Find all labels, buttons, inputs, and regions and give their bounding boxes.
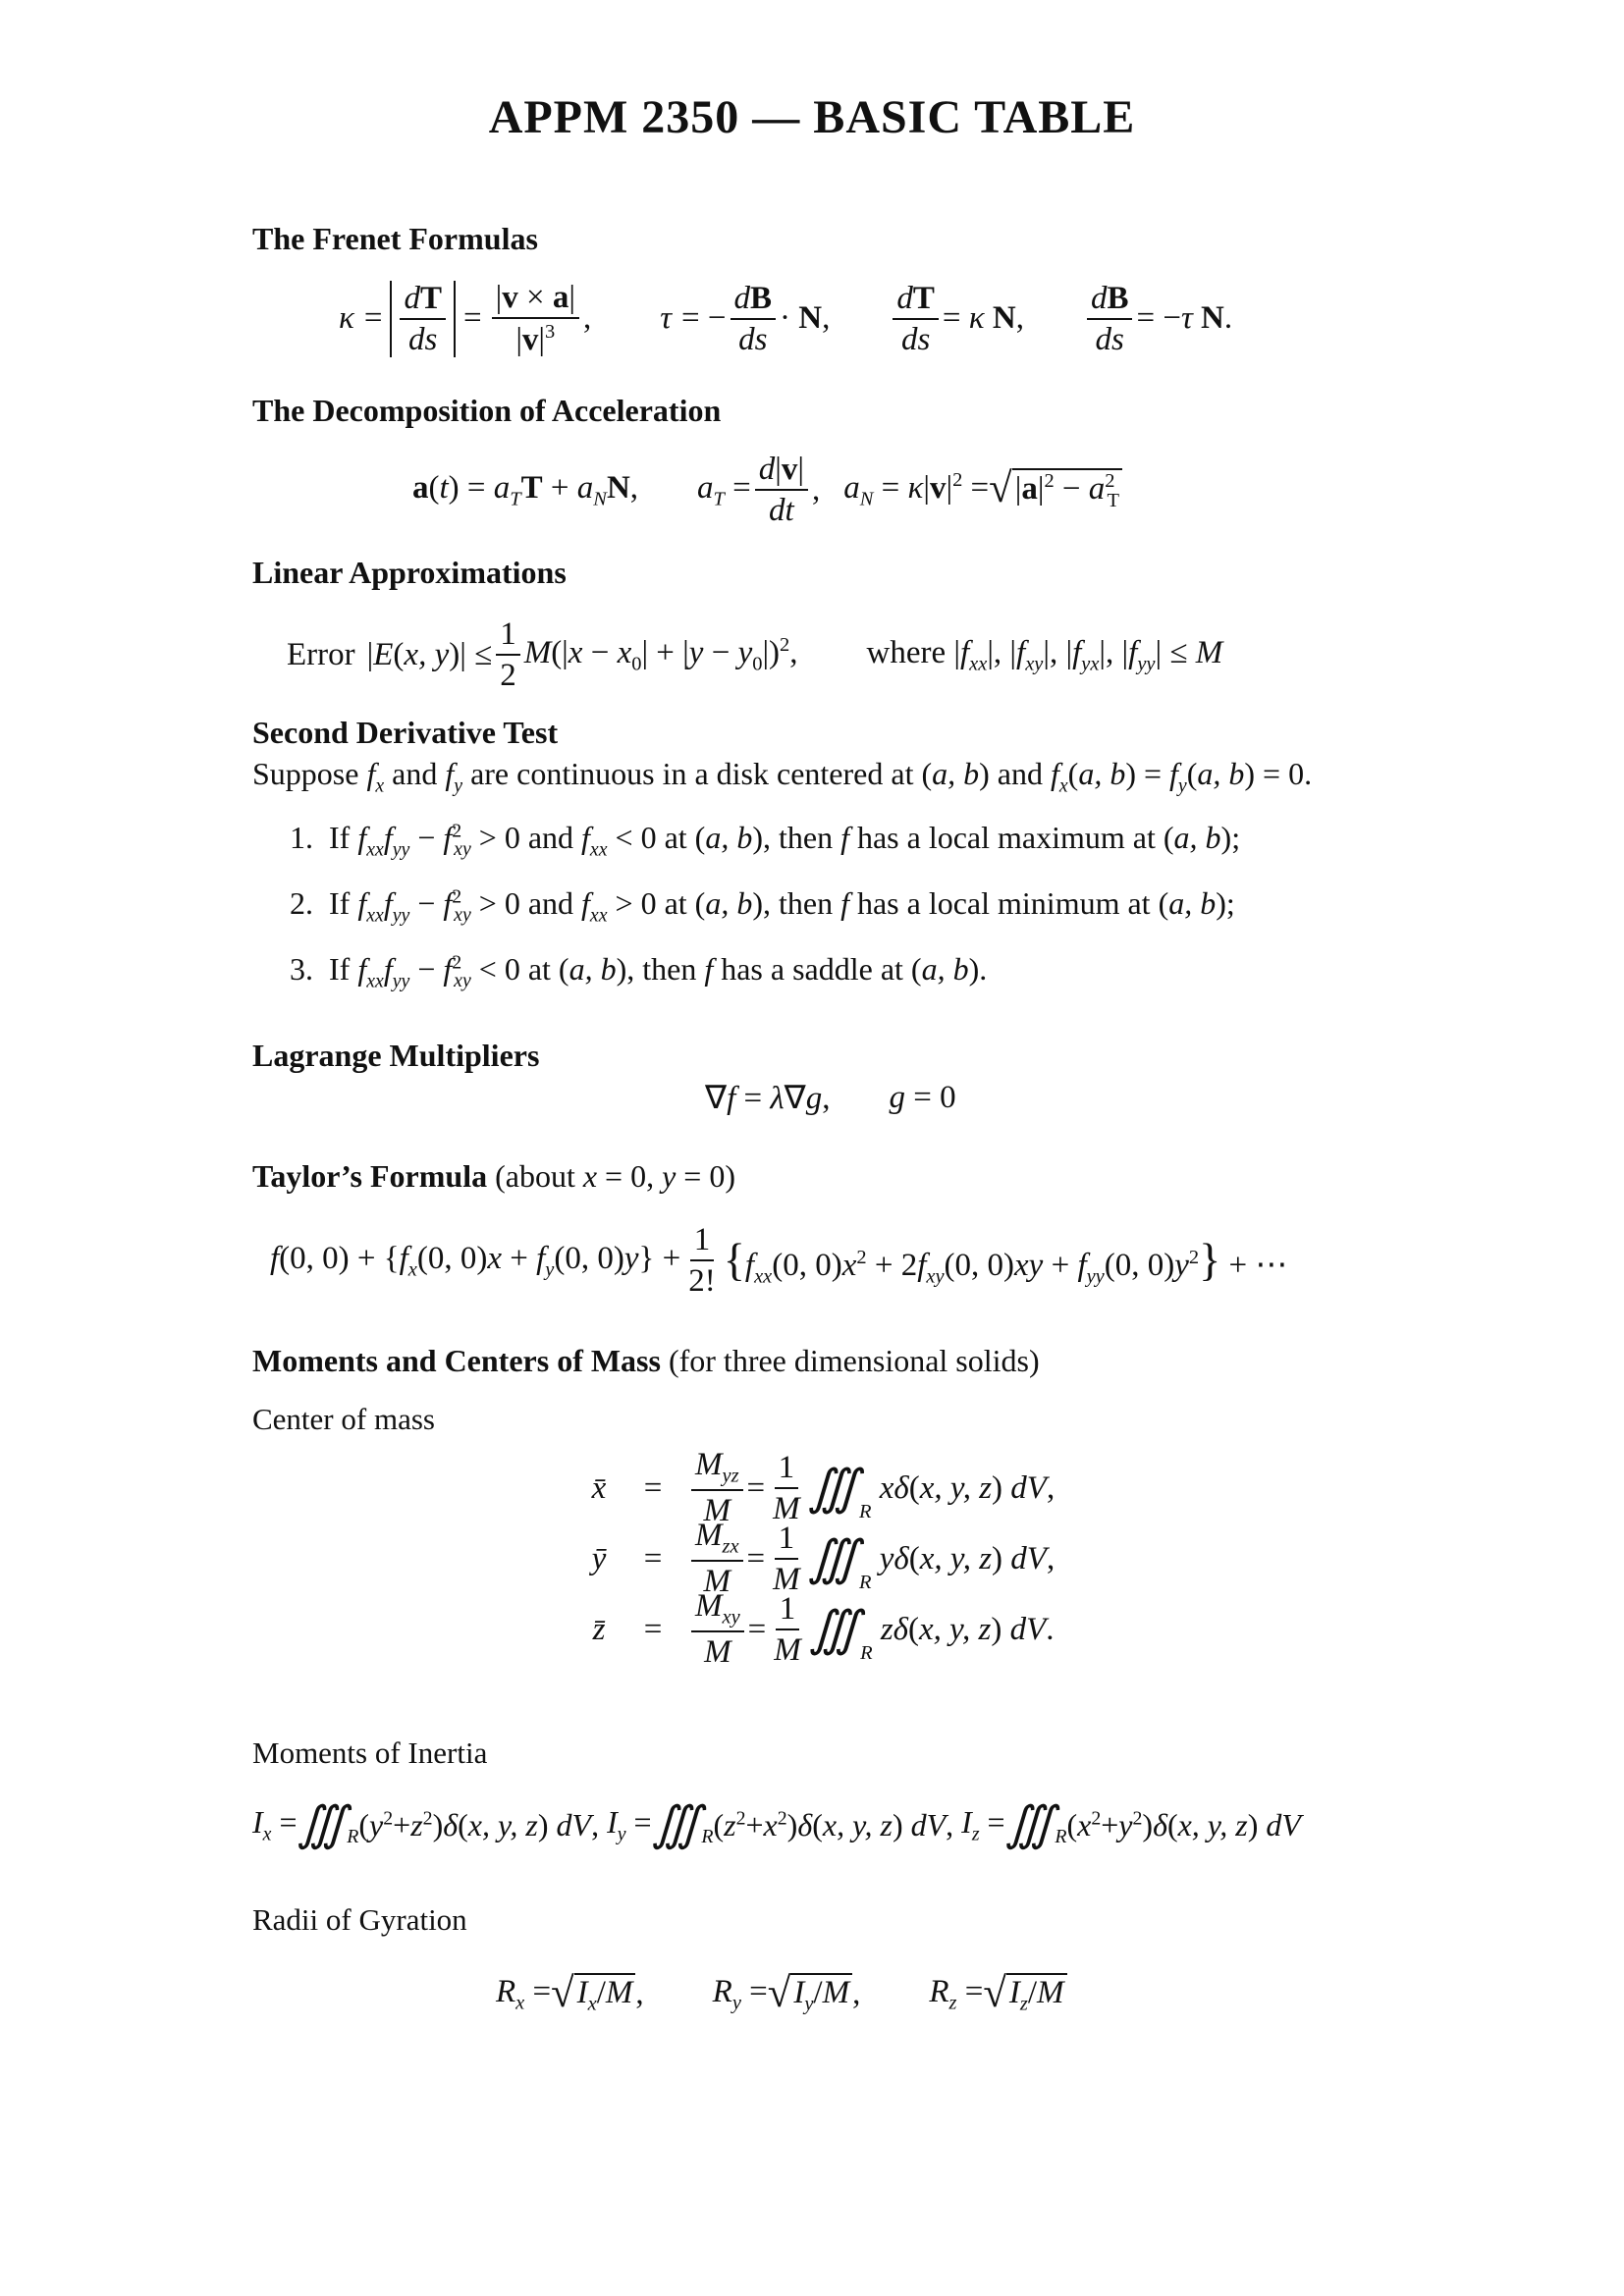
frenet-equations: κ = $\frac{dT}{ds}$ = $\frac{|v \times a|}{|v|^3}$ , τ = − $\frac{dB}{ds}$ · N, $\frac{dT}{ds}$ = κ N, $\frac{dB}{ds}$ = −τ N. bbox=[339, 280, 1233, 358]
center-of-mass-equations bbox=[579, 1447, 1056, 1671]
center-row-x: x̄ = $\frac{M_{yz}}{M}$ = $\frac{1}{M}$ ∭ $_R$ xδ(x, y, z) dV, bbox=[591, 1447, 1056, 1529]
list-item: 3. If $f_{xx}f_{yy} - f^2_{xy} < 0$ at (a, b), then f has a saddle at (a, b). bbox=[290, 951, 988, 992]
center-of-mass-label: Center of mass bbox=[252, 1402, 435, 1436]
heading-taylor: Taylor’s Formula (about x = 0, y = 0) bbox=[252, 1158, 735, 1194]
heading-acceleration: The Decomposition of Acceleration bbox=[252, 393, 722, 428]
kappa-symbol: κ bbox=[339, 300, 354, 337]
second-derivative-intro: Suppose $f_x$ and $f_y$ are continuous in a disk centered at (a, b) and $f_x(a$, $b) = f_y(a$, b) = 0. bbox=[252, 756, 1313, 797]
lagrange-equation: ∇f = λ∇g, g = 0 bbox=[705, 1079, 956, 1116]
heading-frenet: The Frenet Formulas bbox=[252, 221, 538, 256]
inertia-label: Moments of Inertia bbox=[252, 1735, 488, 1770]
inertia-equations: $I_x$ = ∭ $_R$ $(y^2+z^2)\delta(x$, y, z) dV, $I_y$ = ∭ $_R$ $(z^2+x^2)\delta(x$, y, z) dV, $I_z$ = ∭ $_R$ $(x^2+y^2)\delta(x$, y, z) dV bbox=[252, 1798, 1301, 1850]
taylor-formula: f(0, $0) + \{f_x(0$, $0)x + f_y(0$, 0)y} + $\frac{1}{2!}$ {$f_{xx}(0$, $0)x^2 + 2f_{xy}(0$, $0)xy + f_{yy}(0$, $0)y^2$} + ⋯ bbox=[270, 1222, 1288, 1300]
heading-moments: Moments and Centers of Mass (for three dimensional solids) bbox=[252, 1343, 1040, 1378]
heading-second-derivative: Second Derivative Test bbox=[252, 715, 559, 750]
gyration-equations: $R_x$ = √ $I_x/M$ , $R_y$ = √ $I_y/M$ , $R_z$ = √ $I_z/M$ bbox=[496, 1973, 1067, 2016]
heading-linear: Linear Approximations bbox=[252, 555, 567, 590]
abs-dT-ds: $\frac{dT}{ds}$ bbox=[390, 281, 456, 358]
linear-error-equation: Error |E(x, y)| ≤ $\frac{1}{2}$ $M(|x - x_0| + |y - y_0|)^2$, where $|f_{xx}|$, $|f_{xy}|$, $|f_{yx}|$, $|f_{yy}| \le M$ bbox=[287, 616, 1223, 694]
fraction-dT-ds: $\frac{dT}{ds}$ bbox=[893, 281, 939, 358]
fraction-dB-ds: $\frac{dB}{ds}$ bbox=[731, 281, 777, 358]
center-row-y: ȳ = $\frac{M_{zx}}{M}$ = $\frac{1}{M}$ ∭ $_R$ yδ(x, y, z) dV, bbox=[591, 1518, 1056, 1600]
acceleration-equations: $a(t) = a_TT + a_NN$, $a_T$ = $\frac{d|v|}{dt}$ , $a_N = \kappa|v|^2$ = √ $|a|^2 - a^2_T$ bbox=[412, 452, 1122, 529]
fraction-dB-ds-2: $\frac{dB}{ds}$ bbox=[1087, 281, 1133, 358]
page-title: APPM 2350 — BASIC TABLE bbox=[488, 91, 1136, 143]
gyration-label: Radii of Gyration bbox=[252, 1902, 467, 1937]
fraction-curvature: $\frac{|v \times a|}{|v|^3}$ bbox=[492, 280, 579, 358]
heading-lagrange: Lagrange Multipliers bbox=[252, 1038, 540, 1073]
list-item: 1. If $f_{xx}f_{yy} - f^2_{xy} > 0$ and $f_{xx} < 0$ at (a, b), then f has a local maximum at (a, b); bbox=[290, 820, 1241, 861]
sqrt-aN: √ $|a|^2 - a^2_T$ bbox=[989, 468, 1122, 512]
center-row-z: z̄ = $\frac{M_{xy}}{M}$ = $\frac{1}{M}$ ∭ $_R$ zδ(x, y, z) dV. bbox=[592, 1588, 1055, 1671]
list-item: 2. If $f_{xx}f_{yy} - f^2_{xy} > 0$ and $f_{xx} > 0$ at (a, b), then f has a local minimum at (a, b); bbox=[290, 885, 1235, 927]
